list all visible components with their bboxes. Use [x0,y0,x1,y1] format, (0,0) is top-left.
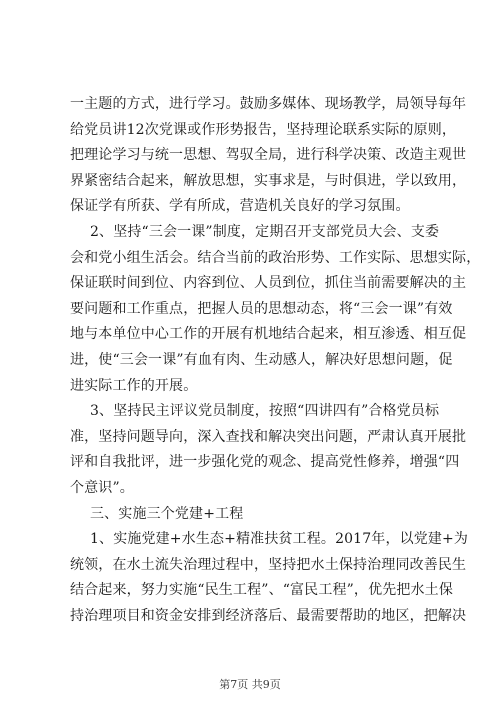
text-line: 一主题的方式，进行学习。鼓励多媒体、现场教学，局领导每年 [70,96,467,112]
text-line: 要问题和工作重点，把握人员的思想动态，将“三会一课”有效 [70,300,453,317]
text-line: 把理论学习与统一思想、驾驭全局，进行科学决策、改造主观世 [70,147,467,164]
text-line: 2、坚持“三会一课”制度，定期召开支部党员大会、支委 [90,223,440,240]
text-line: 持治理项目和资金安排到经济落后、最需要帮助的地区，把解决 [70,607,467,624]
text-line: 界紧密结合起来，解放思想，实事求是，与时俱进，学以致用， [70,172,467,189]
text-line: 给党员讲12次党课或作形势报告，坚持理论联系实际的原则， [70,121,457,138]
text-line: 结合起来，努力实施“民生工程”、“富民工程”，优先把水土保 [70,582,453,599]
text-line: 进实际工作的开展。 [70,377,198,394]
text-line: 个意识”。 [70,479,134,496]
text-line: 统领，在水土流失治理过程中，坚持把水土保持治理同改善民生 [70,556,467,573]
text-line: 会和党小组生活会。结合当前的政治形势、工作实际、思想实际， [70,249,481,266]
text-line: 3、坚持民主评议党员制度，按照“四讲四有”合格党员标 [90,403,440,420]
text-line: 1、实施党建+水生态+精准扶贫工程。2017年，以党建+为 [90,531,469,548]
text-line: 保证联时间到位、内容到位、人员到位，抓住当前需要解决的主 [70,275,467,292]
text-line: 地与本单位中心工作的开展有机地结合起来，相互渗透、相互促 [70,326,467,343]
section-heading: 三、实施三个党建+工程 [90,505,244,522]
text-line: 进，使“三会一课”有血有肉、生动感人，解决好思想问题，促 [70,351,453,368]
text-line: 保证学有所获、学有所成，营造机关良好的学习氛围。 [70,198,410,215]
text-line: 评和自我批评，进一步强化党的观念、提高党性修养，增强“四 [70,454,460,471]
page-number-footer: 第7页 共9页 [219,678,281,691]
text-line: 准，坚持问题导向，深入查找和解决突出问题，严肃认真开展批 [70,428,467,445]
document-body [70,92,481,629]
